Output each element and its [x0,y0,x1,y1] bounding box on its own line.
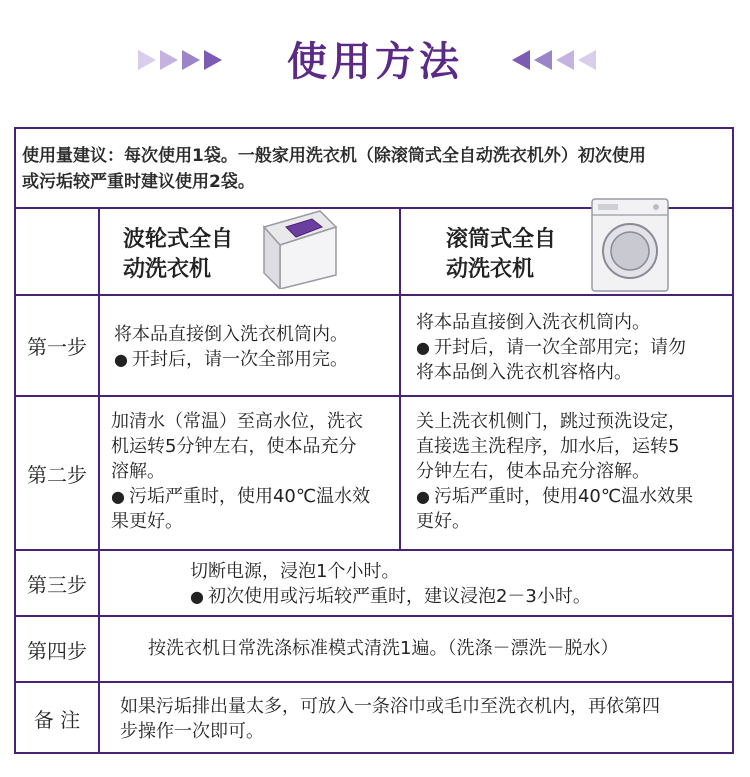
step4-text: 按洗衣机日常洗涤标准模式清洗1遍。（洗涤－漂洗－脱水） [148,638,619,659]
step3-label: 第三步 [27,572,87,597]
row-divider [16,395,732,397]
intro-line-2: 或污垢较严重时建议使用2袋。 [22,172,255,192]
decor-arrows-right [512,50,596,70]
note-text: 如果污垢排出量太多，可放入一条浴巾或毛巾至洗衣机内，再依第四 步操作一次即可。 [120,696,660,742]
front-load-label: 滚筒式全自 动洗衣机 [446,227,557,282]
note-label: 备 注 [33,708,81,732]
front-load-washer-icon [586,195,676,295]
step1-label: 第一步 [27,335,87,359]
row-divider [16,615,732,617]
column-divider [399,209,401,549]
header [0,0,750,112]
intro-line-1: 使用量建议：每次使用1袋。一般家用洗衣机（除滚筒式全自动洗衣机外）初次使用 [22,146,646,166]
step2-label: 第二步 [27,462,87,487]
step1-front-load-text: 将本品直接倒入洗衣机筒内。 ● 开封后，请一次全部用完；请勿 将本品倒入洗衣机容格内。 [416,312,686,383]
step3-text: 切断电源，浸泡1个小时。 ● 初次使用或污垢较严重时，建议浸泡2－3小时。 [190,561,591,607]
step4-label: 第四步 [27,638,87,663]
usage-table [14,127,734,754]
step1-top-load-text: 将本品直接倒入洗衣机筒内。 ● 开封后，请一次全部用完。 [114,324,348,370]
row-divider [16,681,732,683]
column-divider [98,209,100,754]
step2-top-load-text: 加清水（常温）至高水位，洗衣 机运转5分钟左右，使本品充分 溶解。 ● 污垢严重时，使用40℃温水效 果更好。 [111,411,371,532]
step2-front-load-text: 关上洗衣机侧门，跳过预洗设定， 直接选主洗程序，加水后，运转5 分钟左右，使本品充分溶解。 ● 污垢严重时，使用40℃温水效果 更好。 [416,411,694,532]
row-divider [16,549,732,551]
top-load-washer-icon [250,197,342,289]
top-load-label: 波轮式全自 动洗衣机 [123,227,234,282]
page-title: 使用方法 [287,39,463,85]
